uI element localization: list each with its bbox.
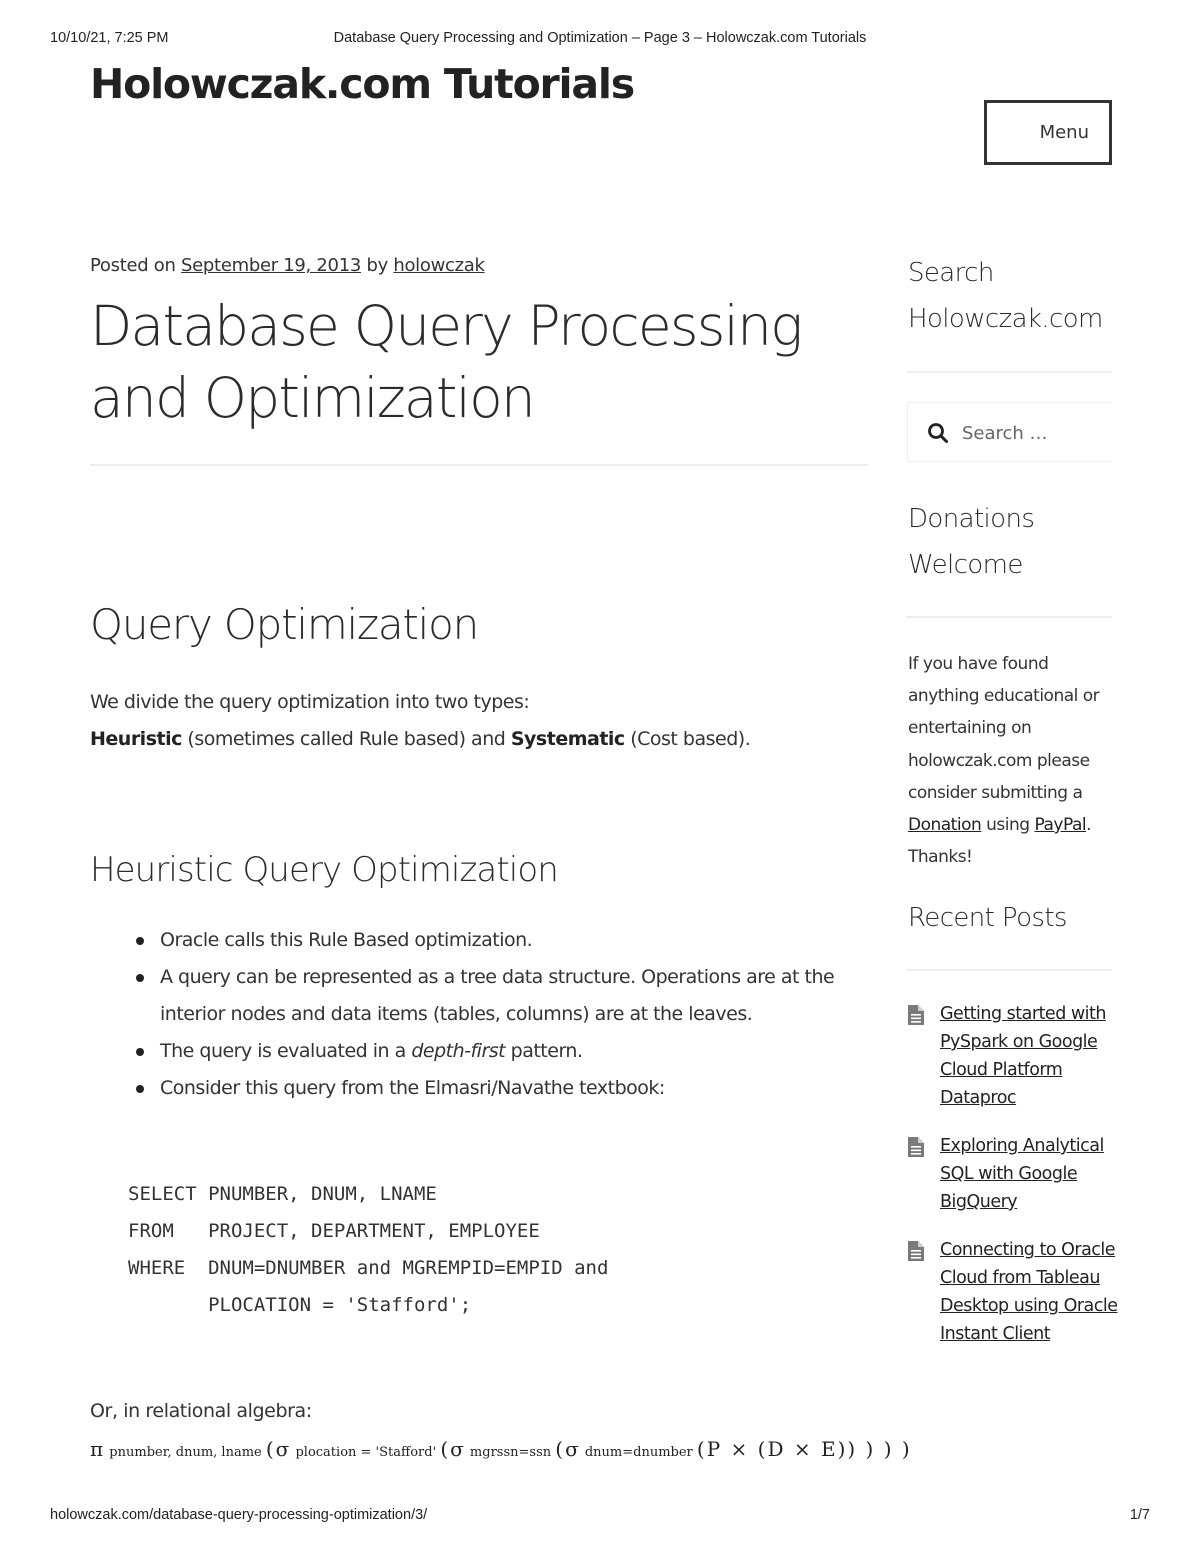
recent-posts-list (905, 1000, 1120, 1368)
donation-link[interactable]: Donation (908, 815, 982, 836)
projection-subscript: pnumber, dnum, lname (109, 1445, 262, 1460)
sidebar-divider (907, 371, 1112, 373)
thanks-text: . Thanks! (908, 815, 1091, 868)
cartesian-product: (P × (D × E)) ) ) ) (696, 1437, 912, 1461)
print-url: holowczak.com/database-query-processing-optimization/3/ (50, 1507, 428, 1523)
recent-post-link[interactable]: Connecting to Oracle Cloud from Tableau Desktop using Oracle Instant Client (940, 1240, 1118, 1344)
recent-post-link[interactable]: Getting started with PySpark on Google Cloud Platform Dataproc (940, 1004, 1106, 1108)
sql-code-block: SELECT PNUMBER, DNUM, LNAME FROM PROJECT, DEPARTMENT, EMPLOYEE WHERE DNUM=DNUMBER and MGREMPID=EMPID and PLOCATION = 'Stafford'; (128, 1183, 609, 1316)
site-title[interactable]: Holowczak.com Tutorials (90, 60, 634, 108)
print-datetime: 10/10/21, 7:25 PM (50, 30, 169, 46)
depth-first-term: depth-first (411, 1040, 506, 1062)
recent-post-item (905, 1000, 1120, 1112)
title-divider (90, 464, 868, 466)
donations-heading: Donations Welcome (908, 504, 1035, 580)
recent-post-item (905, 1236, 1120, 1348)
bullet-text: pattern. (510, 1040, 583, 1062)
selection-subscript: plocation = 'Stafford' (295, 1445, 437, 1460)
post-meta (90, 255, 485, 276)
author-link[interactable]: holowczak (393, 255, 485, 276)
projection-symbol: π (90, 1437, 106, 1461)
search-input[interactable] (962, 417, 1107, 449)
intro-line-1: We divide the query optimization into two types: (90, 691, 530, 713)
intro-end: (Cost based). (630, 728, 751, 750)
menu-button[interactable]: Menu (984, 100, 1112, 165)
recent-posts-heading: Recent Posts (908, 903, 1067, 933)
sidebar-divider (907, 969, 1112, 971)
print-page-number: 1/7 (1129, 1507, 1150, 1523)
selection-symbol: σ (565, 1437, 581, 1461)
selection-subscript: dnum=dnumber (584, 1445, 693, 1460)
paypal-link[interactable]: PayPal (1034, 815, 1087, 836)
donation-text (908, 648, 1118, 873)
heuristic-term: Heuristic (90, 728, 182, 750)
by-label: by (366, 255, 388, 276)
search-widget-heading: Search Holowczak.com (908, 258, 1103, 334)
document-icon (907, 1005, 925, 1025)
search-icon[interactable] (926, 421, 950, 445)
search-form (907, 402, 1112, 462)
selection-subscript: mgrssn=ssn (469, 1445, 552, 1460)
print-doc-title: Database Query Processing and Optimization – Page 3 – Holowczak.com Tutorials (333, 30, 867, 46)
bullet-text: The query is evaluated in a (160, 1040, 406, 1062)
donation-intro: If you have found anything educational or entertaining on holowczak.com please consider submitting a (908, 654, 1100, 803)
recent-post-link[interactable]: Exploring Analytical SQL with Google BigQuery (940, 1136, 1104, 1212)
section-heading: Query Optimization (90, 600, 479, 649)
relational-algebra-label: Or, in relational algebra: (90, 1400, 312, 1422)
selection-symbol: σ (450, 1437, 466, 1461)
list-item: Consider this query from the Elmasri/Navathe textbook: (90, 1070, 850, 1107)
recent-post-item (905, 1132, 1120, 1216)
list-item (90, 1033, 850, 1070)
systematic-term: Systematic (510, 728, 625, 750)
list-item: A query can be represented as a tree data structure. Operations are at the interior nodes and data items (tables, columns) are at the leaves. (90, 959, 850, 1033)
document-icon (907, 1241, 925, 1261)
selection-symbol: σ (275, 1437, 292, 1461)
using-label: using (986, 815, 1030, 836)
intro-paragraph (90, 684, 870, 758)
print-footer (50, 1507, 1150, 1527)
post-title: Database Query Processing and Optimization (90, 294, 802, 430)
sidebar-divider (907, 616, 1112, 618)
list-item: Oracle calls this Rule Based optimization. (90, 922, 850, 959)
subsection-heading: Heuristic Query Optimization (90, 850, 558, 890)
posted-on-label: Posted on (90, 255, 176, 276)
document-icon (907, 1137, 925, 1157)
heuristic-bullet-list (90, 922, 850, 1107)
intro-mid: (sometimes called Rule based) and (187, 728, 506, 750)
print-header (50, 30, 1150, 50)
intro-line-2 (90, 721, 870, 758)
post-date-link[interactable]: September 19, 2013 (181, 255, 362, 276)
relational-algebra-expression: π pnumber, dnum, lname (σ plocation = 'Stafford' (σ mgrssn=ssn (σ dnum=dnumber (P × (D × E)) ) ) ) (90, 1437, 912, 1461)
